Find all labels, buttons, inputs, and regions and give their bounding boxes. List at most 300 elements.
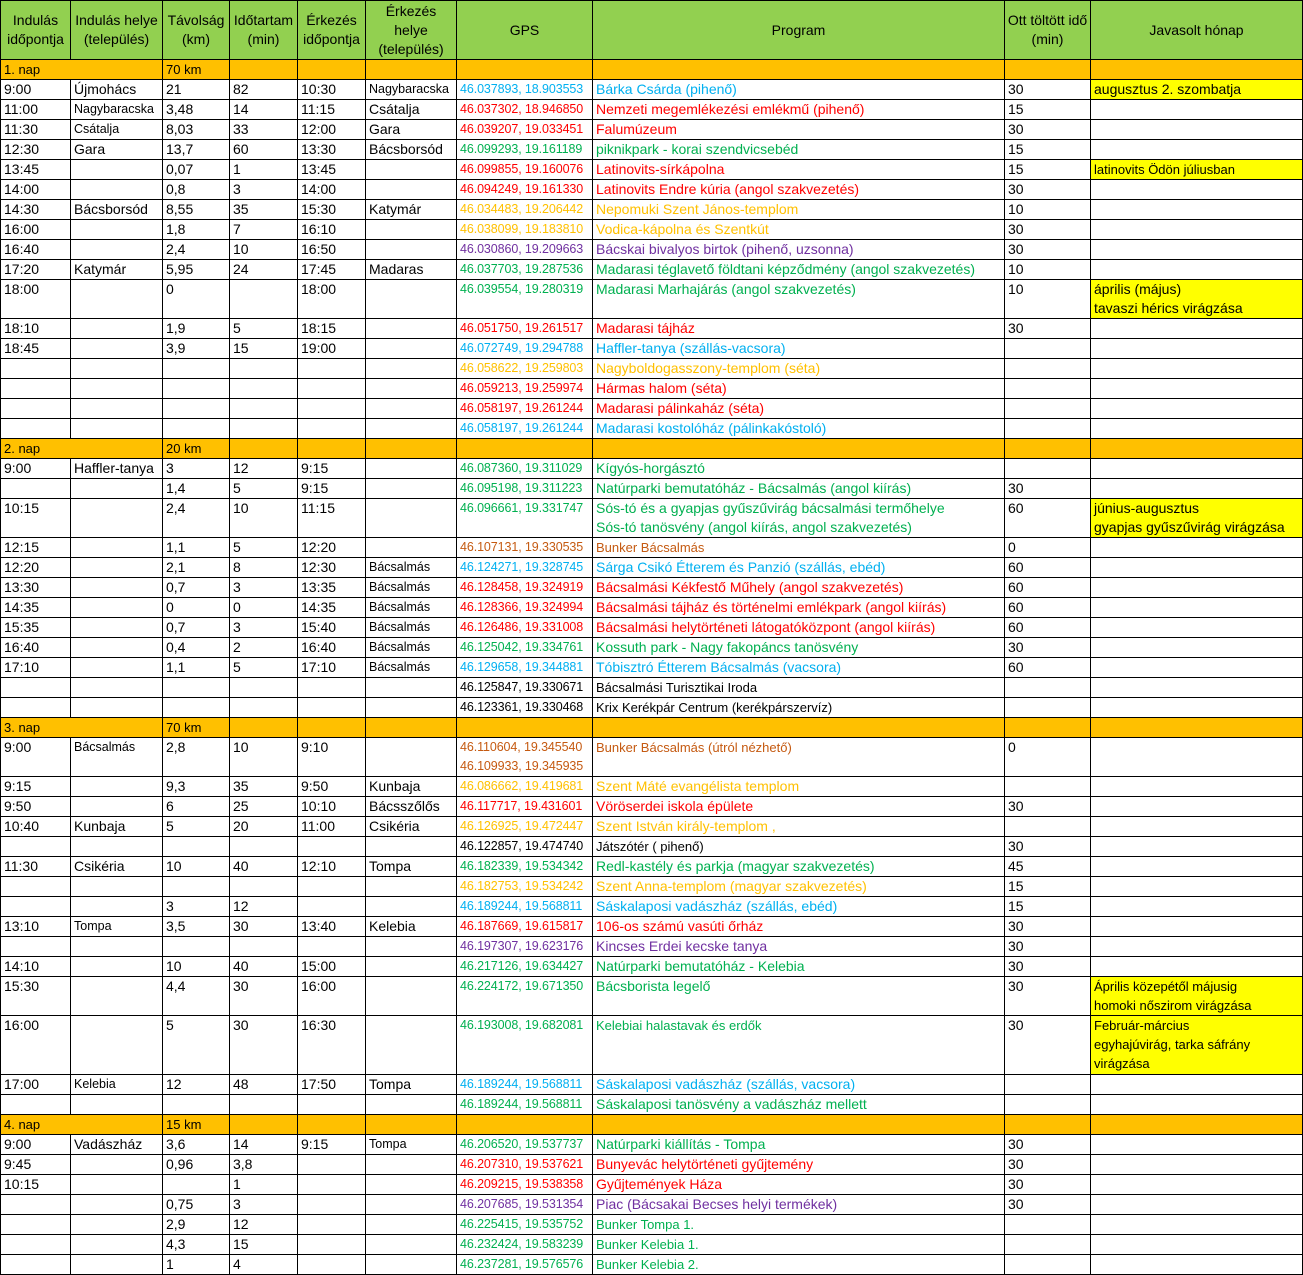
day-empty-cell bbox=[457, 60, 593, 80]
program-line: Latinovits Endre kúria (angol szakvezetés) bbox=[596, 181, 860, 197]
departure-time: 17:20 bbox=[1, 260, 71, 280]
duration bbox=[230, 837, 298, 857]
gps-coordinates bbox=[457, 319, 593, 339]
program-line: Kígyós-horgásztó bbox=[596, 460, 705, 476]
time-spent: 30 bbox=[1005, 1175, 1091, 1195]
arrival-time bbox=[298, 837, 366, 857]
gps-value: 46.237281, 19.576576 bbox=[460, 1257, 584, 1271]
suggested-month bbox=[1091, 339, 1303, 359]
duration bbox=[230, 399, 298, 419]
table-row bbox=[1, 280, 1303, 319]
time-spent: 30 bbox=[1005, 240, 1091, 260]
departure-place bbox=[71, 1235, 163, 1255]
table-row bbox=[1, 1235, 1303, 1255]
program-line: Szent István király-templom , bbox=[596, 818, 776, 834]
arrival-time: 11:15 bbox=[298, 100, 366, 120]
gps-coordinates bbox=[457, 160, 593, 180]
header-departure-place: Indulás helye (település) bbox=[71, 1, 163, 60]
program-line: Vodica-kápolna és Szentkút bbox=[596, 221, 769, 237]
time-spent: 60 bbox=[1005, 499, 1091, 538]
gps-coordinates bbox=[457, 1235, 593, 1255]
table-row bbox=[1, 419, 1303, 439]
program-name bbox=[593, 399, 1005, 419]
departure-place: Csikéria bbox=[71, 857, 163, 877]
time-spent bbox=[1005, 1095, 1091, 1115]
day-row bbox=[1, 718, 1303, 738]
day-distance: 20 km bbox=[163, 439, 230, 459]
day-distance: 15 km bbox=[163, 1115, 230, 1135]
departure-place: Gara bbox=[71, 140, 163, 160]
arrival-time bbox=[298, 1195, 366, 1215]
program-line: Nagyboldogasszony-templom (séta) bbox=[596, 360, 821, 376]
arrival-time bbox=[298, 877, 366, 897]
distance: 0 bbox=[163, 598, 230, 618]
suggested-month bbox=[1091, 1235, 1303, 1255]
arrival-place: Tompa bbox=[366, 857, 457, 877]
departure-time bbox=[1, 937, 71, 957]
gps-coordinates bbox=[457, 578, 593, 598]
duration: 15 bbox=[230, 1235, 298, 1255]
gps-value: 46.037703, 19.287536 bbox=[460, 262, 584, 276]
time-spent: 30 bbox=[1005, 837, 1091, 857]
table-row bbox=[1, 1215, 1303, 1235]
gps-coordinates bbox=[457, 877, 593, 897]
gps-value: 46.128366, 19.324994 bbox=[460, 600, 584, 614]
table-row bbox=[1, 1135, 1303, 1155]
time-spent bbox=[1005, 339, 1091, 359]
program-name bbox=[593, 240, 1005, 260]
departure-place bbox=[71, 1215, 163, 1235]
program-line: Bunker Kelebia 2. bbox=[596, 1257, 699, 1272]
table-row bbox=[1, 120, 1303, 140]
arrival-place bbox=[366, 678, 457, 698]
day-empty-cell bbox=[1091, 1115, 1303, 1135]
departure-time bbox=[1, 678, 71, 698]
departure-time bbox=[1, 1095, 71, 1115]
day-empty-cell bbox=[366, 60, 457, 80]
program-name bbox=[593, 837, 1005, 857]
departure-place: Haffler-tanya bbox=[71, 459, 163, 479]
duration: 10 bbox=[230, 240, 298, 260]
gps-coordinates bbox=[457, 538, 593, 558]
program-line: Bácsalmási helytörténeti látogatóközpont (angol kiírás) bbox=[596, 619, 936, 635]
program-name bbox=[593, 260, 1005, 280]
arrival-place bbox=[366, 538, 457, 558]
distance: 10 bbox=[163, 957, 230, 977]
distance bbox=[163, 1095, 230, 1115]
program-line: Kelebiai halastavak és erdők bbox=[596, 1018, 762, 1033]
distance: 4,4 bbox=[163, 977, 230, 1016]
gps-coordinates bbox=[457, 379, 593, 399]
departure-place bbox=[71, 837, 163, 857]
program-line: Sós-tó tanösvény (angol kiírás, angol szakvezetés) bbox=[596, 519, 912, 535]
month-line: virágzása bbox=[1094, 1056, 1150, 1071]
program-name bbox=[593, 160, 1005, 180]
arrival-time: 11:00 bbox=[298, 817, 366, 837]
gps-coordinates bbox=[457, 1155, 593, 1175]
suggested-month bbox=[1091, 140, 1303, 160]
suggested-month bbox=[1091, 977, 1303, 1016]
table-row bbox=[1, 220, 1303, 240]
suggested-month bbox=[1091, 359, 1303, 379]
gps-value: 46.124271, 19.328745 bbox=[460, 560, 584, 574]
program-line: Szent Anna-templom (magyar szakvezetés) bbox=[596, 878, 867, 894]
gps-value: 46.125042, 19.334761 bbox=[460, 640, 584, 654]
table-row bbox=[1, 459, 1303, 479]
arrival-time bbox=[298, 399, 366, 419]
distance: 9,3 bbox=[163, 777, 230, 797]
header-duration: Időtartam (min) bbox=[230, 1, 298, 60]
gps-coordinates bbox=[457, 359, 593, 379]
arrival-place bbox=[366, 937, 457, 957]
arrival-time: 13:40 bbox=[298, 917, 366, 937]
duration: 5 bbox=[230, 538, 298, 558]
duration: 12 bbox=[230, 897, 298, 917]
program-name bbox=[593, 578, 1005, 598]
table-row bbox=[1, 658, 1303, 678]
arrival-place: Bácsalmás bbox=[366, 658, 457, 678]
gps-coordinates bbox=[457, 479, 593, 499]
arrival-time: 16:40 bbox=[298, 638, 366, 658]
arrival-place bbox=[366, 459, 457, 479]
arrival-place: Kunbaja bbox=[366, 777, 457, 797]
duration: 5 bbox=[230, 319, 298, 339]
program-name bbox=[593, 738, 1005, 777]
gps-value: 46.058197, 19.261244 bbox=[460, 421, 584, 435]
gps-value: 46.099855, 19.160076 bbox=[460, 162, 584, 176]
suggested-month bbox=[1091, 558, 1303, 578]
departure-place bbox=[71, 897, 163, 917]
suggested-month bbox=[1091, 877, 1303, 897]
program-name bbox=[593, 220, 1005, 240]
distance bbox=[163, 678, 230, 698]
suggested-month bbox=[1091, 1195, 1303, 1215]
gps-coordinates bbox=[457, 240, 593, 260]
time-spent: 10 bbox=[1005, 260, 1091, 280]
gps-coordinates bbox=[457, 897, 593, 917]
suggested-month bbox=[1091, 817, 1303, 837]
departure-time bbox=[1, 837, 71, 857]
gps-value: 46.058622, 19.259803 bbox=[460, 361, 584, 375]
arrival-place bbox=[366, 1215, 457, 1235]
program-name bbox=[593, 618, 1005, 638]
table-row bbox=[1, 1175, 1303, 1195]
time-spent: 30 bbox=[1005, 180, 1091, 200]
header-program: Program bbox=[593, 1, 1005, 60]
program-line: Madarasi téglavető földtani képződmény (angol szakvezetés) bbox=[596, 261, 975, 277]
distance bbox=[163, 698, 230, 718]
time-spent: 30 bbox=[1005, 937, 1091, 957]
duration: 1 bbox=[230, 1175, 298, 1195]
departure-place: Kelebia bbox=[71, 1075, 163, 1095]
departure-time bbox=[1, 399, 71, 419]
gps-coordinates bbox=[457, 618, 593, 638]
suggested-month bbox=[1091, 897, 1303, 917]
duration bbox=[230, 678, 298, 698]
table-row bbox=[1, 339, 1303, 359]
table-row bbox=[1, 80, 1303, 100]
distance bbox=[163, 379, 230, 399]
time-spent: 10 bbox=[1005, 280, 1091, 319]
table-row bbox=[1, 260, 1303, 280]
header-arrival-time: Érkezés időpontja bbox=[298, 1, 366, 60]
gps-coordinates bbox=[457, 499, 593, 538]
duration: 30 bbox=[230, 917, 298, 937]
table-row bbox=[1, 100, 1303, 120]
program-line: Sós-tó és a gyapjas gyűszűvirág bácsalmási termőhelye bbox=[596, 500, 945, 516]
suggested-month bbox=[1091, 1135, 1303, 1155]
day-empty-cell bbox=[457, 718, 593, 738]
distance: 3,48 bbox=[163, 100, 230, 120]
table-row bbox=[1, 797, 1303, 817]
gps-value: 46.125847, 19.330671 bbox=[460, 680, 584, 694]
month-line: egyhajúvirág, tarka sáfrány bbox=[1094, 1037, 1251, 1052]
duration: 0 bbox=[230, 598, 298, 618]
departure-time: 16:40 bbox=[1, 240, 71, 260]
arrival-time bbox=[298, 1095, 366, 1115]
day-empty-cell bbox=[593, 718, 1005, 738]
arrival-place bbox=[366, 220, 457, 240]
departure-place bbox=[71, 280, 163, 319]
duration: 14 bbox=[230, 1135, 298, 1155]
duration bbox=[230, 937, 298, 957]
table-row bbox=[1, 1095, 1303, 1115]
time-spent bbox=[1005, 1235, 1091, 1255]
suggested-month bbox=[1091, 280, 1303, 319]
arrival-time bbox=[298, 419, 366, 439]
suggested-month bbox=[1091, 957, 1303, 977]
month-line: Február-március bbox=[1094, 1018, 1190, 1033]
suggested-month bbox=[1091, 777, 1303, 797]
gps-coordinates bbox=[457, 120, 593, 140]
day-empty-cell bbox=[1005, 1115, 1091, 1135]
gps-value: 46.058197, 19.261244 bbox=[460, 401, 584, 415]
duration: 35 bbox=[230, 777, 298, 797]
departure-time: 11:30 bbox=[1, 120, 71, 140]
program-line: Vöröserdei iskola épülete bbox=[596, 798, 754, 814]
departure-place bbox=[71, 598, 163, 618]
day-empty-cell bbox=[1091, 718, 1303, 738]
distance: 5 bbox=[163, 817, 230, 837]
table-row bbox=[1, 558, 1303, 578]
arrival-place: Bácsalmás bbox=[366, 618, 457, 638]
gps-value: 46.128458, 19.324919 bbox=[460, 580, 584, 594]
gps-value: 46.182339, 19.534342 bbox=[460, 859, 584, 873]
gps-value: 46.037893, 18.903553 bbox=[460, 82, 584, 96]
departure-place: Vadászház bbox=[71, 1135, 163, 1155]
program-line: Kossuth park - Nagy fakopáncs tanösvény bbox=[596, 639, 859, 655]
arrival-time: 9:50 bbox=[298, 777, 366, 797]
program-name bbox=[593, 977, 1005, 1016]
suggested-month bbox=[1091, 797, 1303, 817]
time-spent: 0 bbox=[1005, 538, 1091, 558]
arrival-time: 10:10 bbox=[298, 797, 366, 817]
departure-place bbox=[71, 578, 163, 598]
suggested-month bbox=[1091, 220, 1303, 240]
departure-place: Újmohács bbox=[71, 80, 163, 100]
program-line: Redl-kastély és parkja (magyar szakvezetés) bbox=[596, 858, 875, 874]
suggested-month bbox=[1091, 200, 1303, 220]
duration: 12 bbox=[230, 1215, 298, 1235]
gps-value: 46.189244, 19.568811 bbox=[460, 899, 583, 913]
departure-place bbox=[71, 180, 163, 200]
departure-time bbox=[1, 1235, 71, 1255]
month-line: homoki nőszirom virágzása bbox=[1094, 998, 1252, 1013]
suggested-month bbox=[1091, 857, 1303, 877]
departure-time: 11:30 bbox=[1, 857, 71, 877]
departure-time: 10:40 bbox=[1, 817, 71, 837]
arrival-place: Csikéria bbox=[366, 817, 457, 837]
gps-value: 46.039554, 19.280319 bbox=[460, 282, 584, 296]
suggested-month bbox=[1091, 1215, 1303, 1235]
day-empty-cell bbox=[593, 1115, 1005, 1135]
departure-place bbox=[71, 977, 163, 1016]
arrival-place bbox=[366, 499, 457, 538]
day-empty-cell bbox=[593, 439, 1005, 459]
arrival-place: Katymár bbox=[366, 200, 457, 220]
departure-time: 13:45 bbox=[1, 160, 71, 180]
departure-time: 9:00 bbox=[1, 1135, 71, 1155]
table-row bbox=[1, 837, 1303, 857]
program-line: Tóbisztró Étterem Bácsalmás (vacsora) bbox=[596, 659, 842, 675]
gps-value: 46.122857, 19.474740 bbox=[460, 839, 584, 853]
table-row bbox=[1, 319, 1303, 339]
table-row bbox=[1, 777, 1303, 797]
time-spent: 30 bbox=[1005, 319, 1091, 339]
distance: 0,4 bbox=[163, 638, 230, 658]
arrival-place bbox=[366, 877, 457, 897]
suggested-month bbox=[1091, 479, 1303, 499]
program-name bbox=[593, 877, 1005, 897]
departure-place bbox=[71, 658, 163, 678]
program-name bbox=[593, 1075, 1005, 1095]
time-spent: 10 bbox=[1005, 200, 1091, 220]
distance bbox=[163, 877, 230, 897]
suggested-month bbox=[1091, 1016, 1303, 1075]
suggested-month bbox=[1091, 180, 1303, 200]
distance: 0,7 bbox=[163, 618, 230, 638]
gps-value: 46.225415, 19.535752 bbox=[460, 1217, 584, 1231]
gps-coordinates bbox=[457, 558, 593, 578]
distance: 0,7 bbox=[163, 578, 230, 598]
time-spent: 30 bbox=[1005, 957, 1091, 977]
table-row bbox=[1, 240, 1303, 260]
day-empty-cell bbox=[1005, 439, 1091, 459]
gps-coordinates bbox=[457, 598, 593, 618]
suggested-month bbox=[1091, 1075, 1303, 1095]
suggested-month bbox=[1091, 1255, 1303, 1275]
time-spent: 30 bbox=[1005, 638, 1091, 658]
gps-coordinates bbox=[457, 459, 593, 479]
arrival-place: Bácsalmás bbox=[366, 638, 457, 658]
arrival-time: 12:30 bbox=[298, 558, 366, 578]
time-spent: 15 bbox=[1005, 160, 1091, 180]
distance: 3,5 bbox=[163, 917, 230, 937]
duration: 48 bbox=[230, 1075, 298, 1095]
distance: 0,96 bbox=[163, 1155, 230, 1175]
gps-coordinates bbox=[457, 937, 593, 957]
suggested-month bbox=[1091, 738, 1303, 777]
time-spent bbox=[1005, 379, 1091, 399]
time-spent: 15 bbox=[1005, 897, 1091, 917]
departure-place bbox=[71, 1155, 163, 1175]
day-empty-cell bbox=[230, 439, 298, 459]
gps-value: 46.087360, 19.311029 bbox=[460, 461, 583, 475]
day-empty-cell bbox=[1005, 60, 1091, 80]
table-row bbox=[1, 698, 1303, 718]
time-spent: 60 bbox=[1005, 618, 1091, 638]
suggested-month bbox=[1091, 399, 1303, 419]
table-row bbox=[1, 399, 1303, 419]
departure-place bbox=[71, 160, 163, 180]
gps-value: 46.109933, 19.345935 bbox=[460, 759, 584, 773]
program-line: Gyűjtemények Háza bbox=[596, 1176, 723, 1192]
suggested-month bbox=[1091, 658, 1303, 678]
gps-value: 46.095198, 19.311223 bbox=[460, 481, 583, 495]
arrival-place bbox=[366, 379, 457, 399]
gps-value: 46.126925, 19.472447 bbox=[460, 819, 584, 833]
day-distance: 70 km bbox=[163, 718, 230, 738]
distance: 2,4 bbox=[163, 499, 230, 538]
time-spent: 15 bbox=[1005, 140, 1091, 160]
program-line: Natúrparki bemutatóház - Kelebia bbox=[596, 958, 805, 974]
gps-coordinates bbox=[457, 678, 593, 698]
departure-place: Csátalja bbox=[71, 120, 163, 140]
table-body bbox=[1, 60, 1303, 1275]
table-row bbox=[1, 1016, 1303, 1075]
table-row bbox=[1, 499, 1303, 538]
departure-place: Bácsalmás bbox=[71, 738, 163, 777]
program-name bbox=[593, 140, 1005, 160]
time-spent: 60 bbox=[1005, 598, 1091, 618]
time-spent: 30 bbox=[1005, 220, 1091, 240]
distance: 4,3 bbox=[163, 1235, 230, 1255]
suggested-month bbox=[1091, 260, 1303, 280]
arrival-place bbox=[366, 399, 457, 419]
arrival-place bbox=[366, 1016, 457, 1075]
distance: 0,75 bbox=[163, 1195, 230, 1215]
gps-coordinates bbox=[457, 797, 593, 817]
suggested-month bbox=[1091, 618, 1303, 638]
departure-place bbox=[71, 339, 163, 359]
day-label: 2. nap bbox=[1, 439, 163, 459]
departure-place: Tompa bbox=[71, 917, 163, 937]
arrival-time: 17:50 bbox=[298, 1075, 366, 1095]
departure-place bbox=[71, 777, 163, 797]
program-name bbox=[593, 120, 1005, 140]
duration: 8 bbox=[230, 558, 298, 578]
departure-place bbox=[71, 399, 163, 419]
distance bbox=[163, 419, 230, 439]
gps-coordinates bbox=[457, 698, 593, 718]
table-row bbox=[1, 359, 1303, 379]
suggested-month bbox=[1091, 100, 1303, 120]
departure-time: 9:00 bbox=[1, 459, 71, 479]
departure-place bbox=[71, 797, 163, 817]
distance bbox=[163, 937, 230, 957]
gps-coordinates bbox=[457, 80, 593, 100]
program-line: Bácsalmási Turisztikai Iroda bbox=[596, 680, 758, 695]
duration: 3 bbox=[230, 180, 298, 200]
time-spent: 30 bbox=[1005, 1135, 1091, 1155]
arrival-time: 18:15 bbox=[298, 319, 366, 339]
day-empty-cell bbox=[230, 60, 298, 80]
day-empty-cell bbox=[1091, 60, 1303, 80]
duration: 24 bbox=[230, 260, 298, 280]
program-name bbox=[593, 359, 1005, 379]
program-line: Krix Kerékpár Centrum (kerékpárszervíz) bbox=[596, 700, 833, 715]
departure-time: 14:30 bbox=[1, 200, 71, 220]
